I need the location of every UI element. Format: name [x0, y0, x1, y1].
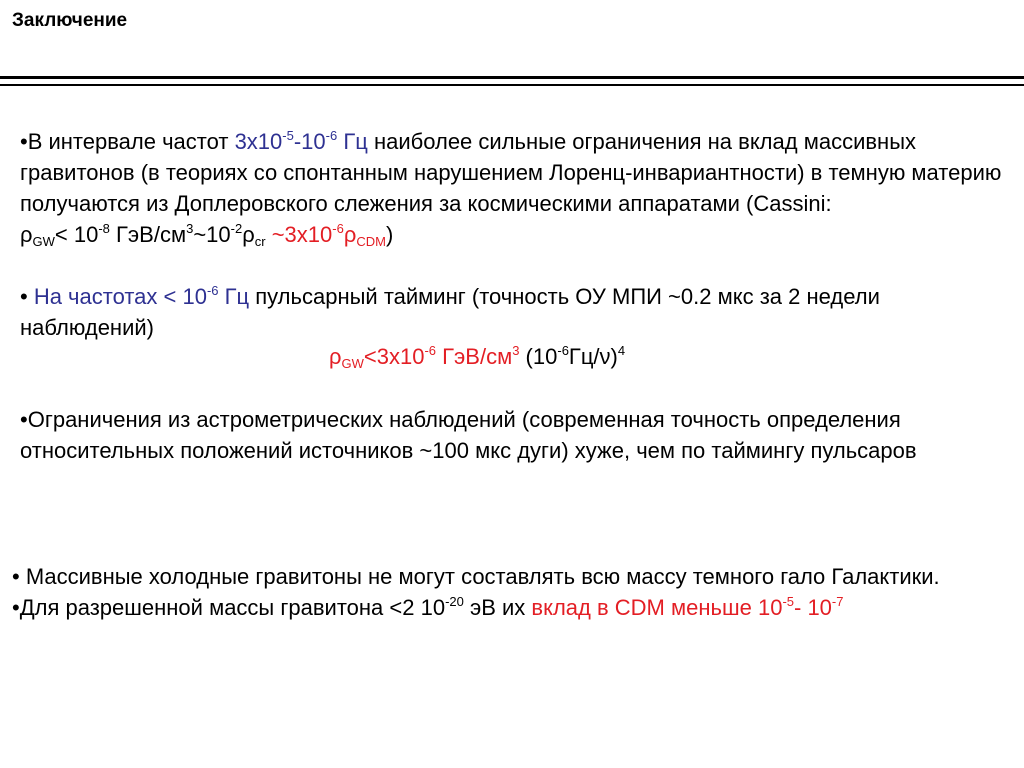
- text-segment: -10: [293, 129, 326, 154]
- exponent: -5: [782, 594, 794, 609]
- exponent: -6: [325, 128, 338, 143]
- text-segment: •Для разрешенной массы гравитона <2 10: [12, 595, 446, 620]
- text-segment: ~10: [193, 222, 231, 247]
- low-frequency-label: [28, 284, 249, 309]
- rho-symbol: ρ: [329, 344, 342, 369]
- cassini-limit: [20, 222, 393, 247]
- text-segment: - 10: [794, 595, 832, 620]
- text-segment: Гц/ν): [568, 344, 618, 369]
- text-segment: наиболее сильные ограничения на вклад массивных гравитонов (в теориях со спонтанным нарушением Лоренц-инвариантности) в темную материю получаются из Доплеровского слежения за космическими аппаратами (Cassini:: [20, 129, 1002, 216]
- exponent: -6: [332, 221, 344, 236]
- text-segment: < 10: [54, 222, 99, 247]
- text-segment: На частотах < 10: [27, 284, 207, 309]
- subscript: CDM: [356, 234, 386, 249]
- rho-symbol: ρ: [20, 222, 33, 247]
- text-segment: 3x10: [234, 129, 283, 154]
- exponent: 4: [617, 343, 626, 358]
- text-segment: В интервале частот: [27, 129, 235, 154]
- unit: Гц: [218, 284, 250, 309]
- bullet-doppler-tracking: [20, 126, 1010, 250]
- exponent: -5: [282, 128, 294, 143]
- text-segment: эВ их: [463, 595, 532, 620]
- cdm-contribution: [531, 595, 843, 620]
- exponent: -7: [831, 594, 844, 609]
- bullet-mark: •: [20, 129, 28, 154]
- slide-title: Заключение: [12, 10, 128, 31]
- text-segment: ): [385, 222, 394, 247]
- rho-symbol: ρ: [242, 222, 255, 247]
- text-segment: (10: [519, 344, 558, 369]
- text-segment: вклад в CDM меньше 10: [531, 595, 783, 620]
- bullet-pulsar-timing: [20, 281, 1010, 343]
- exponent: 3: [186, 221, 194, 236]
- exponent: -6: [424, 343, 437, 358]
- bullet-astrometry: •Ограничения из астрометрических наблюдений (современная точность определения относительных положений источников ~100 мкс дуги) хуже, чем по таймингу пульсаров: [20, 407, 917, 463]
- rho-symbol: ρ: [343, 222, 357, 247]
- unit: Гц: [337, 129, 368, 154]
- exponent: -2: [230, 221, 243, 236]
- title-divider-thin: [0, 84, 1024, 86]
- text-segment: ГэВ/см: [436, 344, 513, 369]
- exponent: -20: [445, 594, 464, 609]
- bullet-mark: •: [20, 284, 28, 309]
- exponent: -6: [206, 283, 219, 298]
- text-segment: <3x10: [363, 344, 425, 369]
- bullet-cold-gravitons: • Массивные холодные гравитоны не могут составлять всю массу темного гало Галактики.: [12, 564, 940, 589]
- cdm-fraction: [272, 222, 386, 247]
- subscript: GW: [341, 356, 364, 371]
- subscript: GW: [32, 234, 55, 249]
- subscript: cr: [254, 234, 266, 249]
- text-segment: ~3x10: [271, 222, 333, 247]
- text-segment: ГэВ/см: [109, 222, 187, 247]
- exponent: -6: [557, 343, 569, 358]
- pulsar-limit-formula: [329, 341, 625, 372]
- exponent: -8: [98, 221, 110, 236]
- text-segment: пульсарный тайминг (точность ОУ МПИ ~0.2 мкс за 2 недели наблюдений): [20, 284, 880, 340]
- bullet-graviton-mass: [12, 592, 1012, 623]
- formula-red-part: [329, 344, 519, 369]
- exponent: 3: [512, 343, 520, 358]
- frequency-range: [235, 129, 368, 154]
- title-divider-thick: [0, 76, 1024, 79]
- conclusion-block: [12, 561, 1012, 623]
